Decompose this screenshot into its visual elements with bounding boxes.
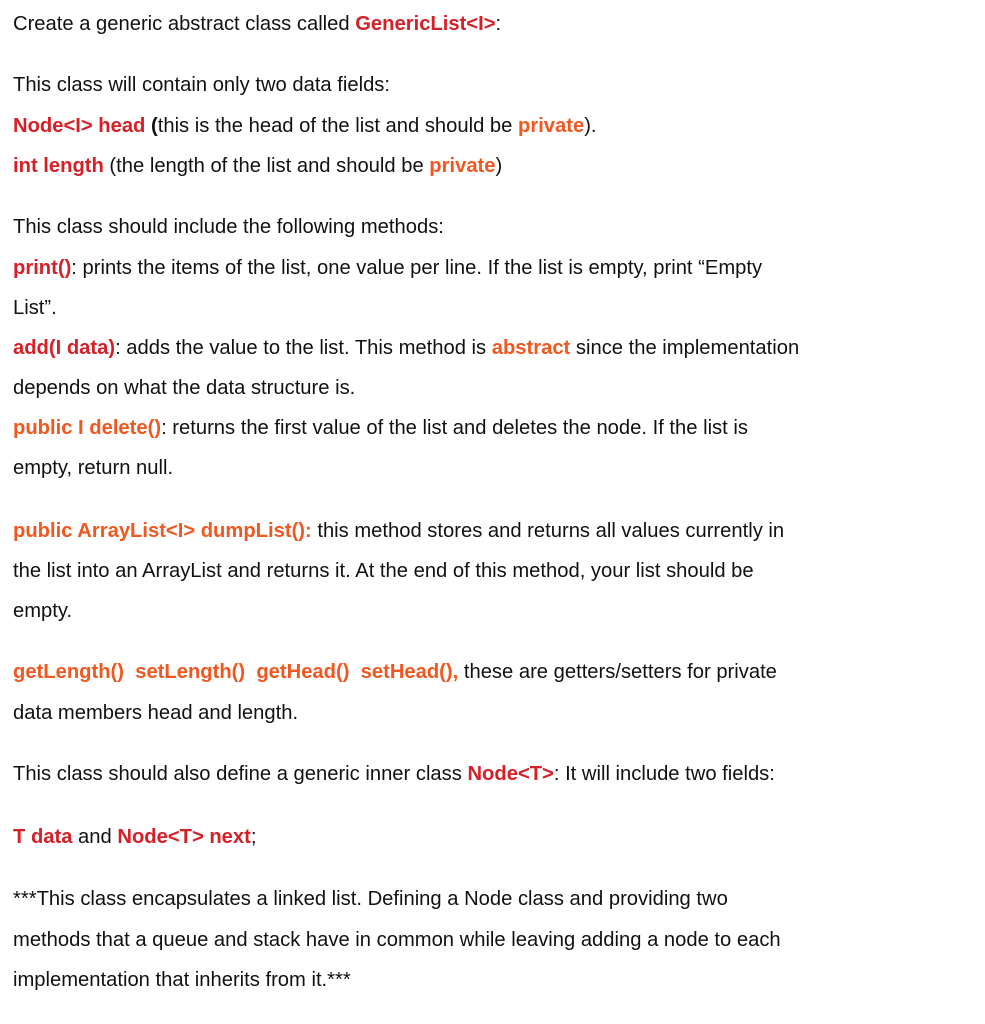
inner-lead: This class should also define a generic inner class (13, 763, 468, 785)
inner-desc: : It will include two fields: (553, 763, 775, 785)
inner-field-data: T data (13, 826, 73, 848)
method-dump-desc-1: this method stores and returns all values currently in (311, 520, 785, 542)
field-length-private: private (429, 155, 496, 177)
method-dump-name: public ArrayList<I> dumpList(): (13, 520, 312, 542)
inner-semicolon: ; (250, 826, 257, 848)
accessors-line-1 (13, 659, 777, 685)
method-delete-line-1 (13, 415, 748, 441)
method-delete-desc-2: empty, return null. (13, 457, 174, 479)
fields-heading (13, 72, 390, 98)
method-add-abstract: abstract (491, 337, 571, 359)
intro-colon: : (495, 13, 502, 35)
method-add-desc-2: since the implementation (570, 337, 800, 359)
field-length-end: ) (495, 155, 503, 177)
note-line-3 (13, 967, 351, 993)
method-add-desc-1: : adds the value to the list. This method is (115, 337, 492, 359)
field-head-line (13, 113, 597, 139)
method-print-name: print() (13, 257, 72, 279)
fields-heading-text: This class will contain only two data fields: (13, 74, 390, 96)
methods-heading-text: This class should include the following methods: (13, 216, 444, 238)
method-delete-line-2 (13, 455, 173, 481)
method-print-line-1 (13, 255, 762, 281)
method-dump-line-1 (13, 518, 784, 544)
field-length-name: int length (13, 155, 104, 177)
method-add-line-1 (13, 335, 799, 361)
methods-heading (13, 214, 444, 240)
inner-field-next: Node<T> next (117, 826, 251, 848)
method-print-desc-2: List”. (13, 297, 57, 319)
note-line-1 (13, 886, 728, 912)
method-dump-desc-2: the list into an ArrayList and returns it. At the end of this method, your list should be (13, 560, 754, 582)
accessors-names: getLength() setLength() getHead() setHead(), (13, 661, 459, 683)
note-text-3: implementation that inherits from it.*** (13, 969, 351, 991)
field-head-desc: this is the head of the list and should be (157, 115, 518, 137)
method-dump-line-3 (13, 598, 72, 624)
accessors-line-2 (13, 700, 298, 726)
field-head-private: private (518, 115, 585, 137)
accessors-desc-2: data members head and length. (13, 702, 299, 724)
field-length-line (13, 153, 502, 179)
inner-class-name: Node<T> (467, 763, 554, 785)
note-line-2 (13, 927, 781, 953)
field-head-end: ). (584, 115, 597, 137)
note-text-2: methods that a queue and stack have in common while leaving adding a node to each (13, 929, 781, 951)
class-name: GenericList<I> (355, 13, 496, 35)
field-head-paren: ( (145, 115, 158, 137)
intro-line (13, 11, 501, 37)
field-head-name: Node<I> head (13, 115, 146, 137)
inner-fields-line (13, 824, 256, 850)
inner-class-line (13, 761, 775, 787)
method-add-line-2 (13, 375, 355, 401)
method-add-name: add(I data) (13, 337, 116, 359)
method-delete-name: public I delete() (13, 417, 162, 439)
method-dump-desc-3: empty. (13, 600, 73, 622)
note-text-1: ***This class encapsulates a linked list. Defining a Node class and providing two (13, 888, 728, 910)
method-add-desc-3: depends on what the data structure is. (13, 377, 356, 399)
inner-and: and (72, 826, 118, 848)
method-dump-line-2 (13, 558, 754, 584)
accessors-desc-1: these are getters/setters for private (458, 661, 777, 683)
field-length-desc: (the length of the list and should be (103, 155, 430, 177)
intro-lead: Create a generic abstract class called (13, 13, 356, 35)
method-delete-desc-1: : returns the first value of the list and deletes the node. If the list is (161, 417, 748, 439)
method-print-line-2 (13, 295, 57, 321)
method-print-desc-1: : prints the items of the list, one value per line. If the list is empty, print “Empty (71, 257, 763, 279)
